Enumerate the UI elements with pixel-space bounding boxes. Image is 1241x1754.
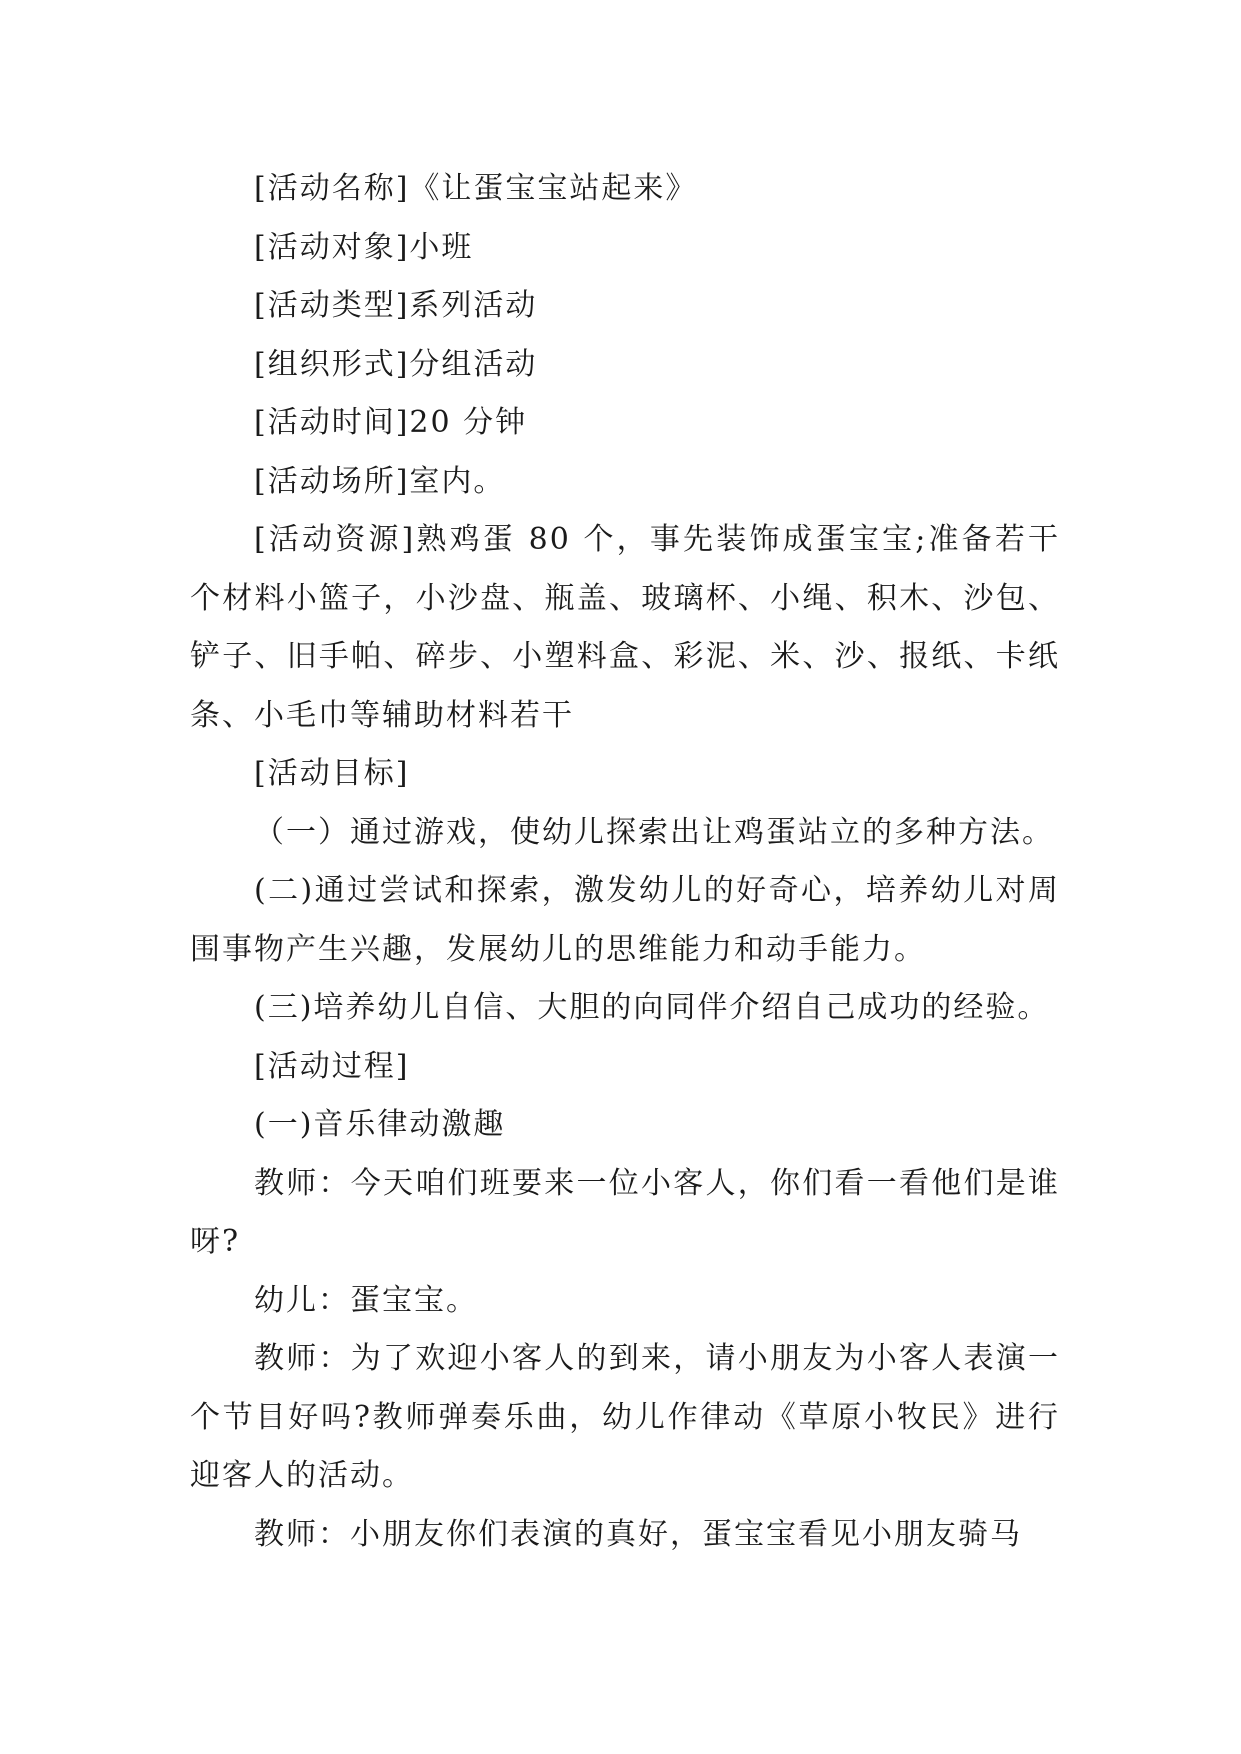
- paragraph-activity-goals-heading: [活动目标]: [254, 756, 410, 791]
- paragraph-goal-3: (三)培养幼儿自信、大胆的向同伴介绍自己成功的经验。: [254, 990, 1050, 1025]
- paragraph-process-step-1: (一)音乐律动激趣: [254, 1107, 506, 1142]
- paragraph-goal-2: (二)通过尝试和探索，激发幼儿的好奇心，培养幼儿对周围事物产生兴趣，发展幼儿的思维能力和动手能力。: [190, 873, 1060, 967]
- paragraph-activity-target: [活动对象]小班: [254, 229, 474, 265]
- paragraph-teacher-line-3: 教师：小朋友你们表演的真好，蛋宝宝看见小朋友骑马: [254, 1516, 1022, 1552]
- document-body: [190, 160, 1060, 1564]
- paragraph-activity-time: [活动时间]20 分钟: [254, 405, 528, 440]
- paragraph-activity-name: [活动名称]《让蛋宝宝站起来》: [254, 171, 698, 206]
- paragraph-teacher-line-1: 教师：今天咱们班要来一位小客人，你们看一看他们是谁呀?: [190, 1165, 1060, 1259]
- paragraph-child-line-1: 幼儿：蛋宝宝。: [254, 1282, 478, 1318]
- paragraph-teacher-line-2: 教师：为了欢迎小客人的到来，请小朋友为小客人表演一个节目好吗?教师弹奏乐曲，幼儿作律动《草原小牧民》进行迎客人的活动。: [190, 1341, 1060, 1493]
- paragraph-activity-resources: [活动资源]熟鸡蛋 80 个，事先装饰成蛋宝宝;准备若干个材料小篮子，小沙盘、瓶盖、玻璃杯、小绳、积木、沙包、铲子、旧手帕、碎步、小塑料盒、彩泥、米、沙、报纸、卡纸条、小毛巾等辅助材料若干: [190, 522, 1060, 733]
- paragraph-activity-place: [活动场所]室内。: [254, 463, 506, 499]
- paragraph-activity-type: [活动类型]系列活动: [254, 288, 538, 323]
- paragraph-activity-process-heading: [活动过程]: [254, 1048, 410, 1084]
- paragraph-goal-1: （一）通过游戏，使幼儿探索出让鸡蛋站立的多种方法。: [254, 814, 1054, 850]
- paragraph-organization-form: [组织形式]分组活动: [254, 346, 538, 382]
